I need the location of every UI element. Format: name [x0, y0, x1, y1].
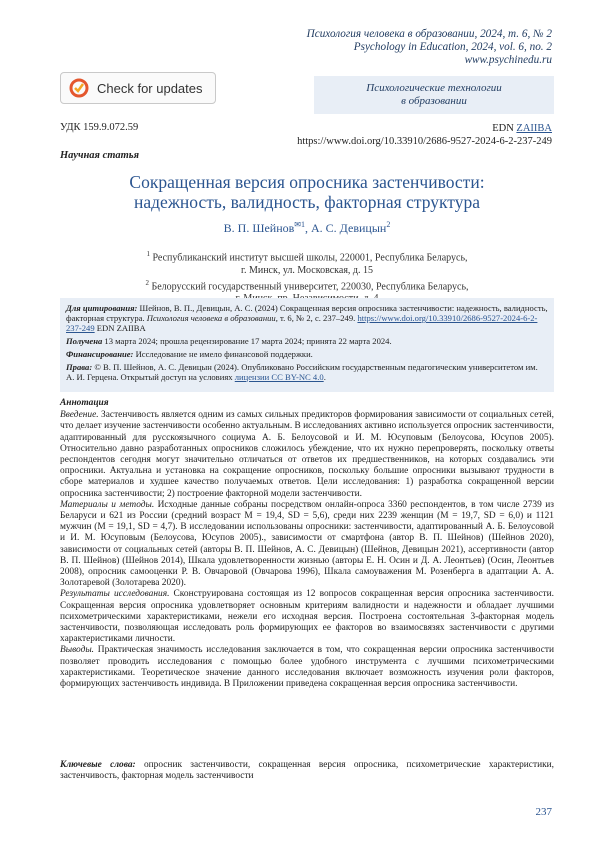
author-2: А. С. Девицын [311, 221, 387, 235]
article-type: Научная статья [60, 150, 140, 161]
abstract-heading: Аннотация [60, 398, 109, 408]
license-link[interactable]: лицензии CC BY-NC 4.0 [234, 372, 324, 382]
check-for-updates-label: Check for updates [97, 80, 203, 96]
journal-title-ru: Психология человека в образовании, 2024, т. 6, № 2 [306, 28, 552, 40]
edn-label: EDN [492, 123, 514, 134]
citation: Для цитирования: Шейнов, В. П., Девицын, А. С. (2024) Сокращенная версия опросника застенчивости: надежность, валидность, факторная структура. Психология человека в образовании, т. 6, № 2, с. 237–249. https://www.doi.org/10.33910/2686-9527-2024-6-2-237-249 EDN ZAIIBA [66, 303, 548, 334]
keywords [60, 760, 554, 782]
abstract [60, 398, 554, 690]
rights: Права: © В. П. Шейнов, А. С. Девицын (2024). Опубликовано Российским государственным педагогическим университетом им. А. И. Герцена. Открытый доступ на условиях лицензии CC BY-NC 4.0. [66, 361, 538, 382]
title-line-2: надежность, валидность, факторная структура [134, 192, 480, 212]
author-separator: , [305, 221, 311, 235]
edn-doi-block [297, 122, 552, 148]
doi-link[interactable]: https://www.doi.org/10.33910/2686-9527-2024-6-2-237-249 [297, 136, 552, 147]
section-line-2: в образовании [401, 95, 467, 107]
article-title [60, 172, 554, 212]
check-for-updates-badge[interactable] [60, 72, 216, 104]
title-line-1: Сокращенная версия опросника застенчивости: [129, 172, 485, 192]
affiliations [60, 248, 554, 305]
authors [60, 220, 554, 236]
abstract-methods: Материалы и методы. Исходные данные собраны посредством онлайн-опроса 3360 респондентов, в том числе 2739 из Беларуси и 621 из России (средний возраст M = 19,4, SD = 5,6), среди них 2239 женщин (M = 19,7, SD = 6,0) и 1121 мужчин (M = 19,1, SD = 4,7). В исследовании использованы опросники: застенчивости, адаптированный А. Б. Белоусовой и И. М. Юсуповым (Белоусова, Юсупов 2005)., зависимости от смартфона (автор В. П. Шейнов) (Шейнов 2020), зависимости от социальных сетей (авторы В. П. Шейнов, А. С. Девицын) (Шейнов, Девицын 2021), ассертивности (автор В. П. Шейнов) (Шейнов 2014), Шкала удовлетворенности жизнью (авторы Е. Н. Осин и Д. А. Леонтьев) (Осин, Леонтьев 2008), опросник самооценки Р. В. Овчаровой (Овчарова 1996), Шкала самоуважения М. Розенберга в адаптации А. А. Золотаревой (Золотарева 2020). [60, 499, 554, 589]
keywords-text: опросник застенчивости, сокращенная версия опросника, психометрические характеристики, застенчивость, факторная модель застенчивости [60, 760, 554, 782]
abstract-introduction: Введение. Застенчивость является одним из самых сильных предикторов формирования зависимости от социальных сетей, что делает изучение застенчивости особенно актуальным. В исследованиях активно используется опросник застенчивости, адаптированный для русскоязычного социума А. Б. Белоусовой и И. М. Юсуповым (Белоусова, Юсупов 2005). Относительно давно разработанных опросников сложилось убеждение, что их нужно перепроверять, поскольку ответы респондентов сегодня могут значительно отличаться от ответов их предшественников, на которых создавались эти опросники. Актуальна и установка на сокращение опросников, поскольку большие опросники вызывают трудности в сборе материалов и худшее качество получаемых ответов. Цели исследования: 1) разработка сокращенной версии опросника застенчивости; 2) построение факторной модели застенчивости. [60, 410, 555, 499]
received-dates: Получена 13 марта 2024; прошла рецензирование 17 марта 2024; принята 22 марта 2024. [66, 336, 392, 347]
udc-code: УДК 159.9.072.59 [60, 122, 139, 133]
abstract-results: Результаты исследования. Сконструирована состоящая из 12 вопросов сокращенная версия опросника застенчивости. Сокращенная версия опросника удовлетворяет основным критериям валидности и надежности и обладает лучшими психометрическими характеристиками, нежели его исходная версия. Построена состоятельная 3-факторная модель застенчивости, позволяющая исследовать роль формирующих ее факторов во взаимосвязях застенчивости с другими характеристиками личности. [60, 589, 554, 645]
affiliation-1: $^1$ Республиканский институт высшей школы, 220001, Республика Беларусь, [146, 250, 468, 264]
author-1: В. П. Шейнов [223, 221, 295, 235]
page-number: 237 [535, 806, 552, 818]
funding: Финансирование: Исследование не имело финансовой поддержки. [66, 349, 313, 359]
edn-code-link[interactable]: ZAIIBA [516, 123, 552, 134]
citation-doi-link[interactable]: https://www.doi.org/10.33910/2686-9527-2024-6-2-237-249 [66, 313, 538, 334]
journal-website[interactable]: www.psychinedu.ru [464, 54, 552, 67]
journal-title-en: Psychology in Education, 2024, vol. 6, no. 2 [353, 41, 552, 54]
affiliation-2: $^2$ Белорусский государственный университет, 220030, Республика Беларусь, [145, 278, 469, 293]
journal-section [314, 76, 554, 114]
citation-box [60, 298, 554, 392]
abstract-conclusions: Выводы. Практическая значимость исследования заключается в том, что сокращенная версии опросника застенчивости позволяет проводить исследования с помощью более удобного инструмента с лучшими психометрическими характеристиками. Теоретическое значение данного исследования включает возможность изучения роли факторов, формирующих застенчивость индивида. В Приложении приведена сокращенная версия опросника застенчивости. [60, 645, 554, 690]
affiliation-1-address: г. Минск, ул. Московская, д. 15 [240, 264, 374, 276]
journal-header [307, 28, 552, 68]
section-line-1: Психологические технологии [366, 82, 502, 94]
check-for-updates-icon [69, 78, 89, 98]
author-1-mark[interactable]: ✉1 [294, 220, 305, 229]
author-2-mark: 2 [386, 220, 391, 229]
keywords-label: Ключевые слова: [60, 760, 136, 770]
